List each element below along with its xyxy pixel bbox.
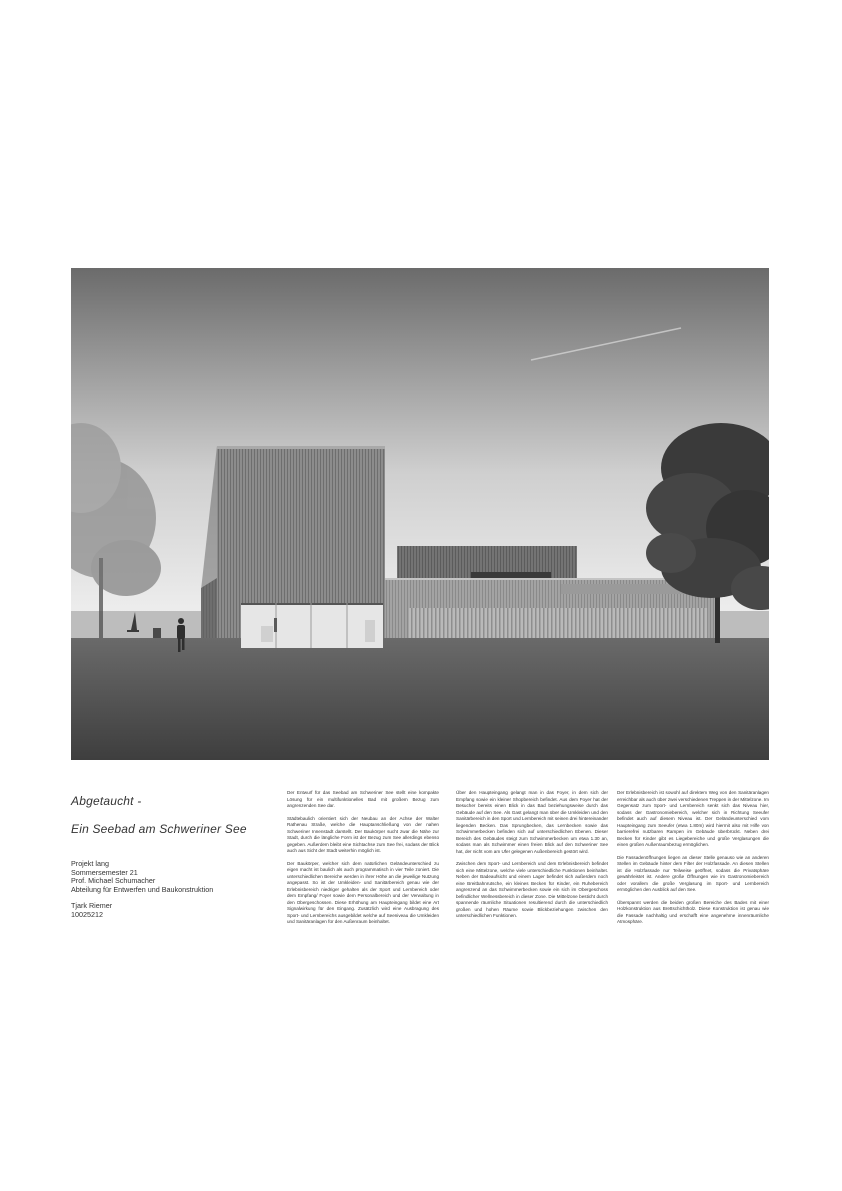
paragraph: Zwischen dem Sport- und Lernbereich und dem Erlebnisbereich befindet sich eine Mittelzone, welche viele unterschiedliche Funktionen beinhaltet. Neben der Badeaufsicht und einem Lager befindet sich außerdem noch eine Breitbahnrutsche, ein kleines Becken für Kinder, ein Ruhebereich angrenzend an das Schwimmerbecken sowie ein sich im Obergeschoss befindlicher Wellnessbereich in dieser Zone. Die Mittelzone besticht durch spannende räumliche Situationen resultierend durch die unterschiedlich großen und hohen Räume sowie Blickbeziehungen zwischen den unterschiedlichen Funktionen. (456, 861, 608, 918)
title-line-2: Ein Seebad am Schweriner See (71, 822, 247, 836)
meta-line: Sommersemester 21 (71, 867, 138, 877)
text-column-2 (456, 790, 608, 926)
ground (71, 638, 769, 760)
meta-line: Prof. Michael Schumacher (71, 876, 156, 886)
architectural-render (71, 268, 769, 760)
meta-line: Projekt lang (71, 859, 109, 868)
title-block (71, 794, 281, 920)
author-id: 10025212 (71, 909, 103, 919)
text-column-3 (617, 790, 769, 932)
paragraph: Der Erlebnisbereich ist sowohl auf direktem Weg von den Sanitäranlagen erreichbar als auch über zwei verschiedenen Treppen in der Mittelzone. Im Gegensatz zum Sport- und Lernbereich senkt sich das Niveau hier, sodass der Gastronomiebereich, welcher sich in Richtung Seeufer befindet auch auf diesem Niveau ist. Der Geländeunterschied vom Haupteingang zum Seeufer (etwa 1.80m) wird hiermit also mit Hilfe von barrierefrei nutzbaren Rampen im Gebäude überbrückt. Neben drei Becken für Kinder gibt es Liegebereiche und große Verglasungen die einen großen Außenraumbezug ermöglichen. (617, 790, 769, 847)
paragraph: Die Fassadenöffnungen liegen an dieser Stelle genauso wie an anderen Stellen im Gebäude hinter dem Filter der Holzfassade. An diesen Stellen ist die Holzfassade nur Teilweise geöffnet, sodass die Privatsphäre gewährleistet ist. Andere große Öffnungen wie im Gastronomiebereich oder vorallem die große Verglasung im Sport- und Lernbereich ermöglichen den Ausblick auf den See. (617, 854, 769, 892)
paragraph: Städtebaulich orientiert sich der Neubau an der Achse der Walter Rathenau Straße, welche die Hauptanschließung von der nahen Schweriner Innenstadt darstellt. Der Baukörper sucht zwar die Nähe zur Stadt, durch die längliche Form ist der Bezug zum See allerdings ebenso gegeben. Außerdem bleibt eine Sichtachse zum See frei, sodass der Blick auch aus Sicht der Stadt weiterhin möglich ist. (287, 815, 439, 853)
paragraph: Der Baukörper, welcher sich dem natürlichen Geländeunterschied zu eigen macht ist baulich als auch programmatisch in vier Teile zoniert. Die unterschiedlichen Bereiche werden in ihrer Höhe an die jeweilige Nutzung angepasst. So ist der Umkleiden- und Sanitärbereich genau wie der Erlebnisbereich niedriger gehalten als der Sport und Lernbereich oder dem Empfang/ Foyer sowie dem Personalbereich und der Verwaltung in den Obergeschossen. Diese Erhöhung am Haupteingang bildet eine Art Signalwirkung für den Eingang. Zusätzlich wird eine Ausbragung des Sport- und Lernbereichs ausgebildet welche auf Seeniveau die Umkleiden und Sanitäranlagen für den Außenraum beinhaltet. (287, 860, 439, 924)
paragraph: Über den Haupteingang gelangt man in das Foyer, in dem sich der Empfang sowie ein kleiner Shopbereich befindet. Aus dem Foyer hat der Besucher bereits einen Blick in das Bad beziehungsweise durch das Gebäude auf den See. Als Gast gelangt man über die Umkleiden und den Sanitärbereich in den Sport und Lernbereich mit seinen drei hintereinander liegenden Becken. Das Sprungbecken, das Lernbecken sowie das Schwimmerbecken befinden sich auf unterschiedlichen Ebenen. Dieser Bereich des Gebäudes steigt zum Schwimmerbecken um etwa 1.30 an, sodass man als Schwimmer einen freien Blick auf den Schweriner See hat, der nicht vom am Ufer gelegenen Außenbereich gestört wird. (456, 790, 608, 854)
title-line-1: Abgetaucht - (71, 794, 142, 808)
window-band (408, 608, 708, 638)
text-column-1 (287, 790, 439, 932)
meta-line: Abteilung für Entwerfen und Baukonstruktion (71, 884, 214, 894)
author-name: Tjark Riemer (71, 901, 113, 911)
paragraph: Der Entwurf für das Seebad am Schweriner See stellt eine kompakte Lösung für ein multifunktionelles Bad mit großem Bezug zum angrenzenden See dar. (287, 790, 439, 808)
paragraph: Überspannt werden die beiden großen Bereiche des Bades mit einer Holzkonstruktion aus Brettschichtholz. Diese Konstruktion ist genau wie die Fassade nachhaltig und erschafft eine angenehme innenräumliche Atmosphäre. (617, 899, 769, 924)
project-meta (71, 860, 281, 920)
